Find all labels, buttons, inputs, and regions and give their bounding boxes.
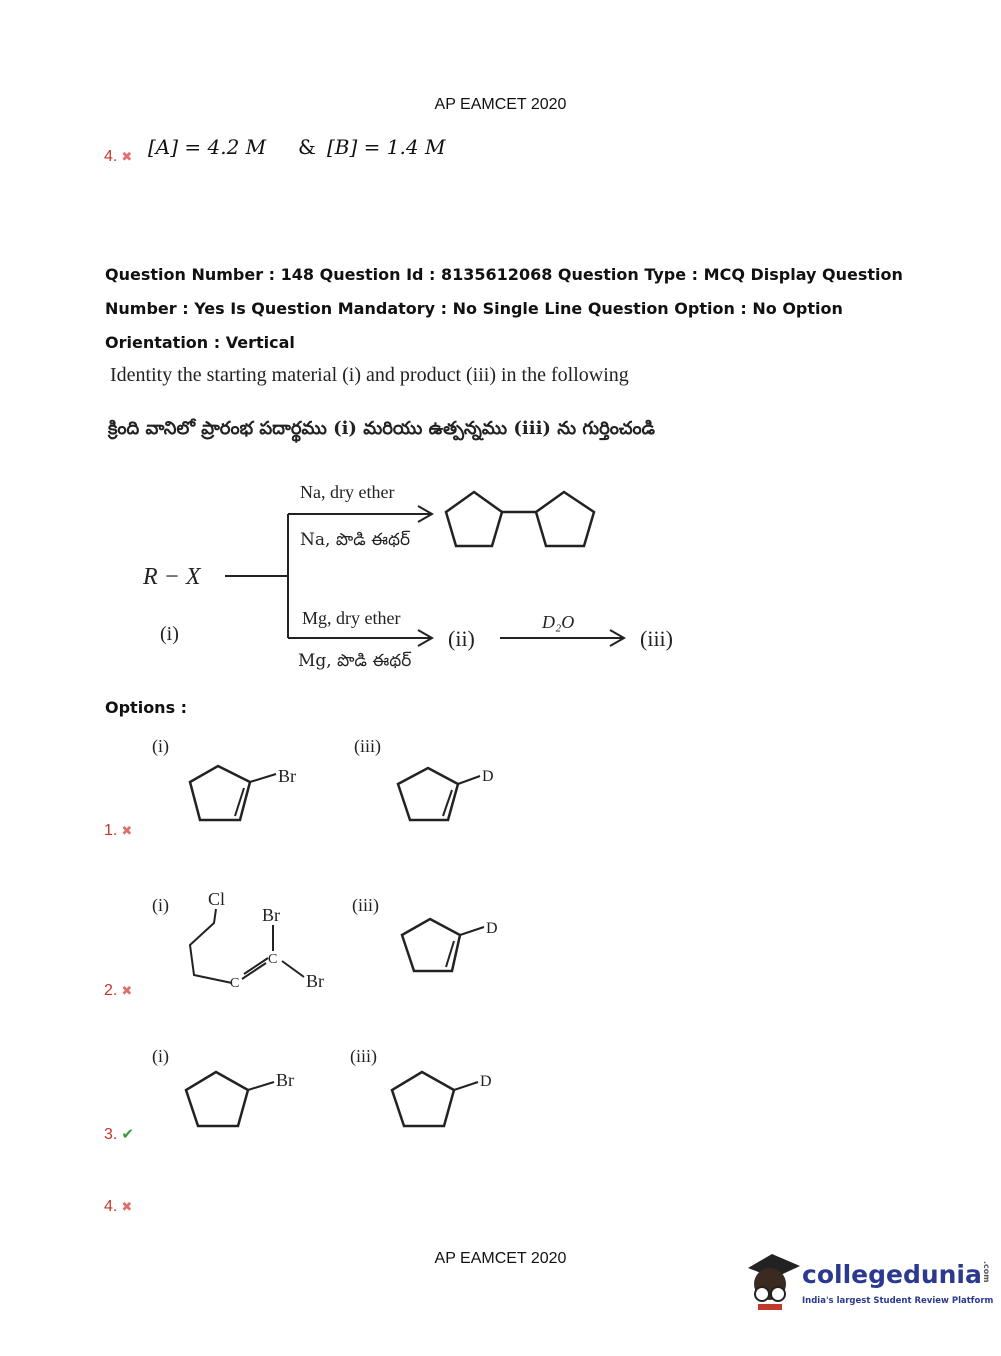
question-text-telugu: క్రింది వానిలో ప్రారంభ పదార్థము (i) మరియు ఉత్పన్నము (iii) ను గుర్తించండి	[108, 418, 655, 439]
bond-to-d	[454, 1082, 478, 1090]
prev-expr-a: [A] = 4.2 M	[148, 135, 267, 159]
prev-expr-b: [B] = 1.4 M	[327, 135, 446, 159]
question-meta-line-2: Number : Yes Is Question Mandatory : No Single Line Question Option : No Option	[105, 299, 843, 318]
intermediate-label: (ii)	[448, 626, 475, 651]
correct-icon: ✔	[121, 1125, 134, 1143]
reactant-number-label: (i)	[160, 623, 179, 645]
question-meta-line-3: Orientation : Vertical	[105, 333, 295, 352]
bond-to-d	[458, 776, 480, 784]
cyclopentene-ring	[402, 919, 460, 971]
option-3-number: 3. ✔	[104, 1125, 134, 1143]
reaction-scheme	[0, 470, 1001, 680]
option-1-br: Br	[278, 766, 296, 786]
wrong-icon: ✖	[121, 150, 133, 165]
option-2-c2: C	[268, 952, 278, 967]
brand-tagline: India's largest Student Review Platform	[802, 1296, 994, 1306]
page-header-title: AP EAMCET 2020	[434, 96, 567, 113]
cyclopentene-ring	[190, 766, 250, 820]
allene-double-bond	[242, 963, 266, 979]
reactant-label: R − X	[143, 564, 201, 590]
option-3-iii-label: (iii)	[350, 1046, 377, 1066]
option-2-i-label: (i)	[152, 895, 169, 915]
top-reagent-en: Na, dry ether	[300, 482, 395, 502]
question-meta	[105, 258, 905, 360]
bond-to-br	[248, 1082, 274, 1090]
allene-double-bond	[244, 958, 268, 974]
option-2-c1: C	[230, 976, 240, 991]
option-2-br-bottom: Br	[306, 971, 324, 991]
option-1-i-label: (i)	[152, 736, 169, 756]
option-3-i-label: (i)	[152, 1046, 169, 1066]
option-2-br-top: Br	[262, 905, 280, 925]
cyclopentane-ring-right	[536, 492, 594, 546]
options-label: Options :	[105, 698, 188, 717]
question-meta-line-1: Question Number : 148 Question Id : 8135612068 Question Type : MCQ Display Question	[105, 265, 903, 284]
wrong-icon: ✖	[121, 824, 133, 839]
option-2-d: D	[486, 920, 498, 937]
option-4-number: 4. ✖	[104, 1198, 133, 1215]
collegedunia-logo	[742, 1250, 994, 1320]
option-2-number: 2. ✖	[104, 982, 133, 999]
page-footer-title: AP EAMCET 2020	[434, 1250, 567, 1267]
cyclopentane-ring	[392, 1072, 454, 1126]
option-1-d: D	[482, 768, 494, 785]
option-number: 4.	[104, 148, 118, 165]
d2o-label: D₂O	[542, 612, 575, 632]
bond-to-br	[250, 774, 276, 782]
question-text-english: Identity the starting material (i) and product (iii) in the following	[110, 364, 629, 386]
brand-name: collegedunia	[802, 1260, 982, 1289]
cyclopentene-ring	[398, 768, 458, 820]
cyclopentane-ring	[186, 1072, 248, 1126]
bottom-reagent-te: Mg, పొడి ఈథర్	[298, 651, 412, 671]
cyclopentane-ring-left	[446, 492, 502, 546]
mascot-icon	[742, 1250, 802, 1312]
option-3-d: D	[480, 1073, 492, 1090]
option-1-iii-label: (iii)	[354, 736, 381, 756]
wrong-icon: ✖	[121, 1200, 133, 1215]
chain-bonds	[190, 909, 232, 983]
wrong-icon: ✖	[121, 984, 133, 999]
product-label: (iii)	[640, 626, 673, 651]
option-1-structures	[140, 730, 540, 840]
option-3-structures	[140, 1040, 540, 1135]
option-2-cl: Cl	[208, 889, 226, 909]
prev-option-4	[104, 146, 132, 166]
option-1-number: 1. ✖	[104, 822, 133, 839]
option-2-iii-label: (iii)	[352, 895, 379, 915]
option-3-br: Br	[276, 1070, 294, 1090]
brand-suffix: .com	[981, 1261, 991, 1283]
bond-to-br-bottom	[282, 961, 304, 977]
bond-to-d	[460, 927, 484, 935]
option-2-structures	[140, 885, 540, 1000]
bottom-reagent-en: Mg, dry ether	[302, 608, 401, 628]
prev-expr-amp: &	[298, 135, 316, 159]
top-reagent-te: Na, పొడి ఈథర్	[300, 530, 411, 550]
